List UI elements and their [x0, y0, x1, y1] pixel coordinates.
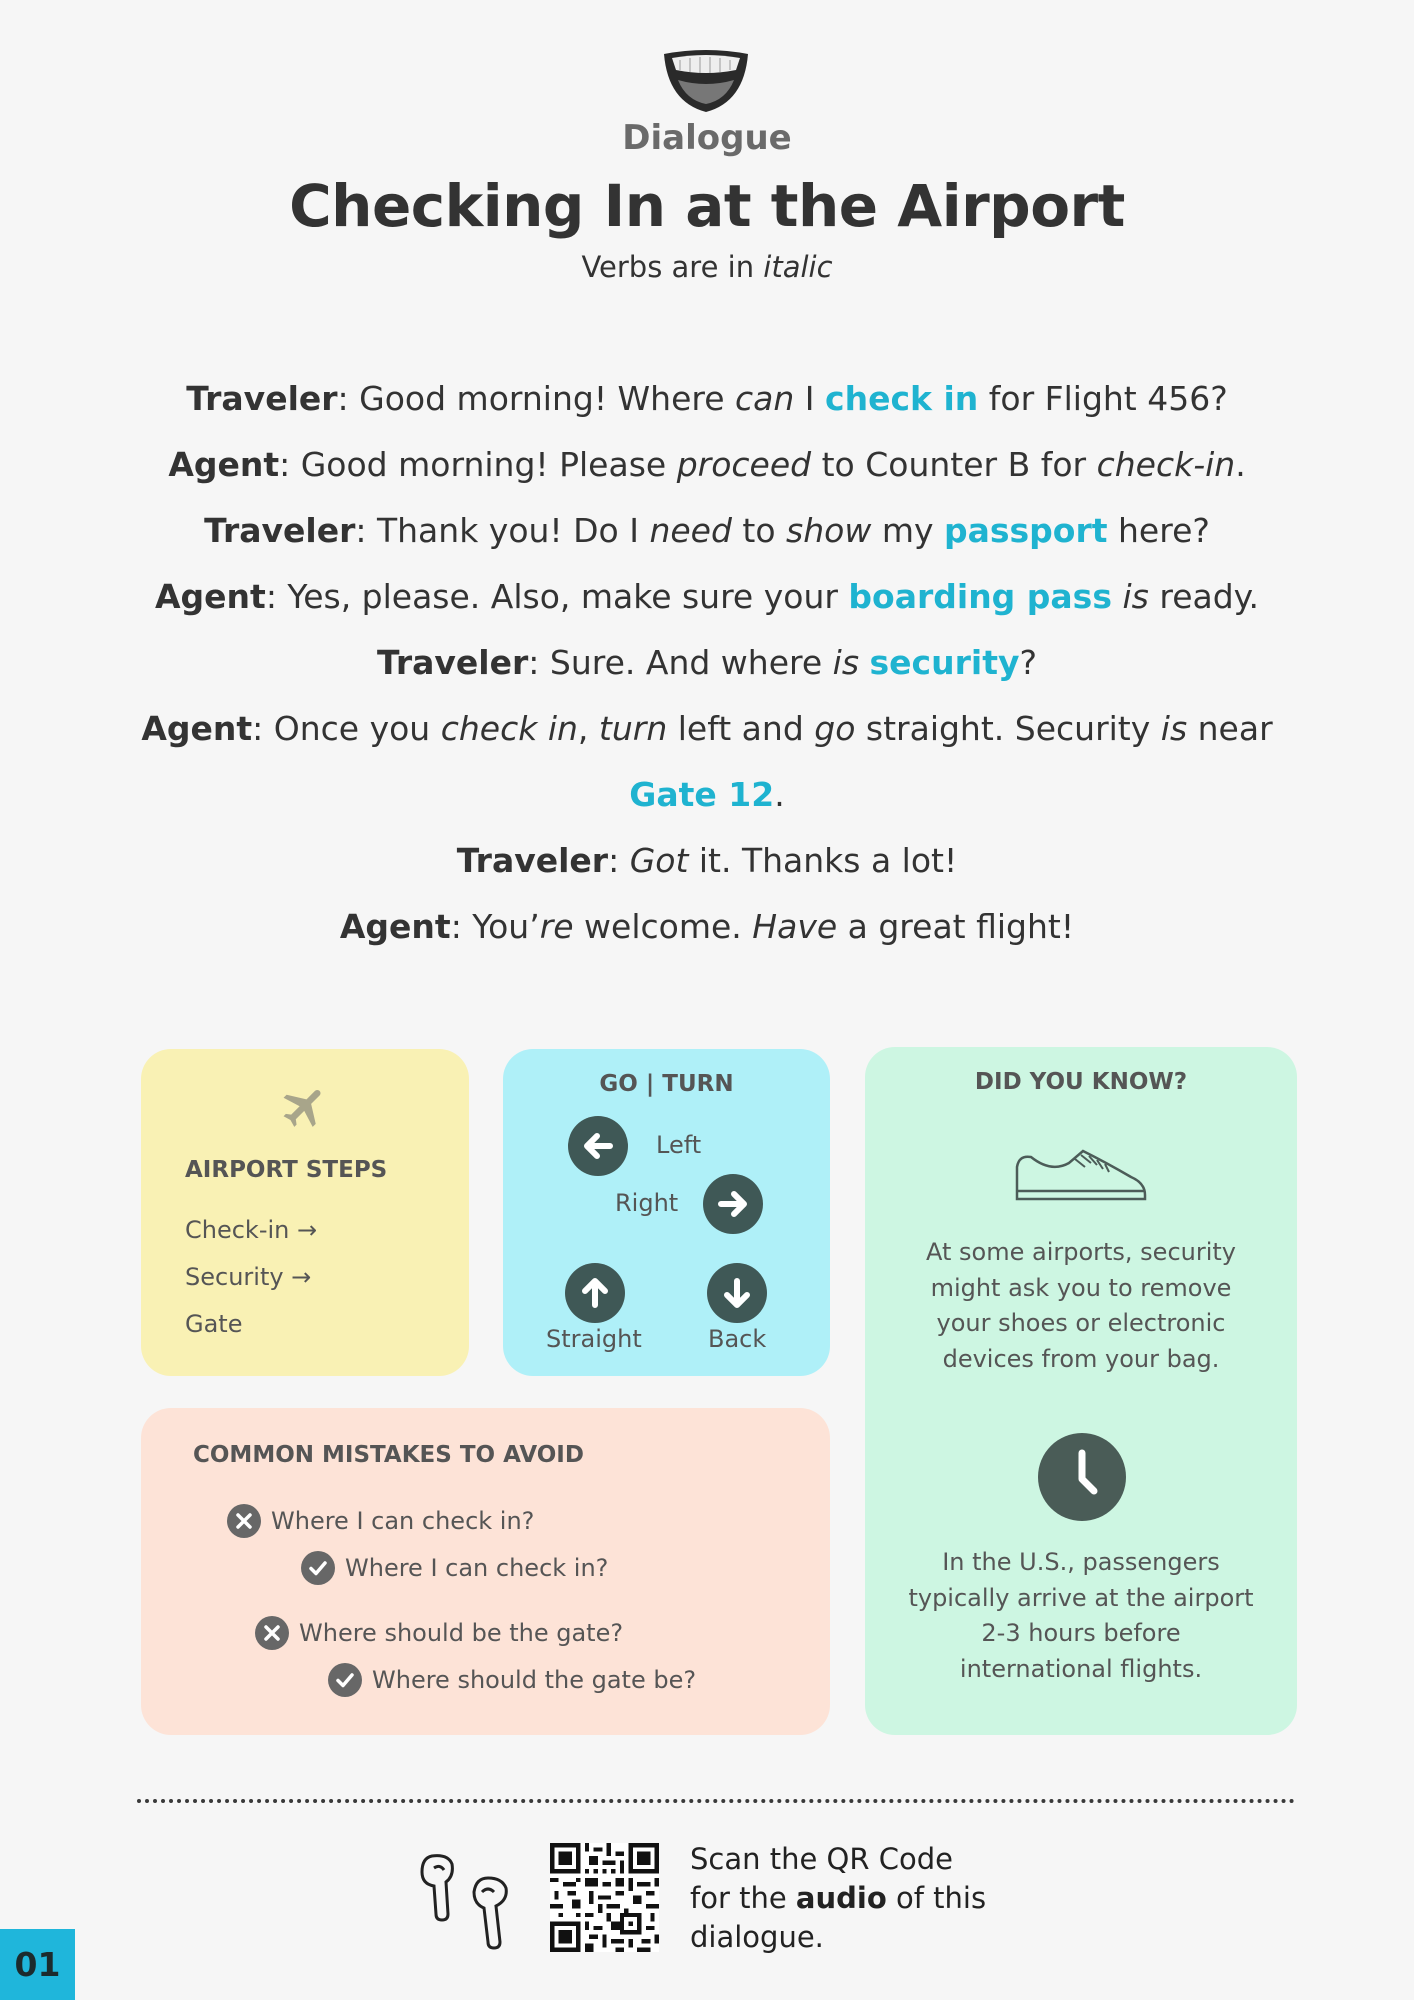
dialogue-line: Gate 12. — [629, 775, 785, 814]
check-icon — [328, 1663, 362, 1697]
dialogue-line: Agent: Yes, please. Also, make sure your boarding pass is ready. — [155, 577, 1259, 616]
did-you-know-card — [865, 1047, 1297, 1735]
step-item: Check-in → — [185, 1216, 318, 1244]
dialogue-line: Traveler: Got it. Thanks a lot! — [456, 841, 958, 880]
go-turn-card — [503, 1049, 830, 1376]
dotted-divider — [137, 1799, 1295, 1803]
arrow-down-icon — [707, 1263, 767, 1323]
step-item: Gate — [185, 1310, 243, 1338]
arrow-up-icon — [565, 1263, 625, 1323]
airport-steps-card — [141, 1049, 469, 1376]
common-mistakes-card — [141, 1408, 830, 1735]
mistake-wrong-1: Where I can check in? — [227, 1504, 534, 1538]
check-icon — [301, 1551, 335, 1585]
dialogue-line: Traveler: Good morning! Where can I check in for Flight 456? — [186, 379, 1228, 418]
dialogue — [120, 366, 1294, 960]
dialogue-line: Agent: Good morning! Please proceed to Counter B for check-in. — [168, 445, 1246, 484]
airport-steps-list — [185, 1207, 317, 1348]
mouth-icon — [660, 44, 752, 116]
section-kicker: Dialogue — [622, 118, 792, 158]
page-title: Checking In at the Airport — [289, 172, 1125, 240]
go-left-label: Left — [656, 1131, 702, 1159]
dialogue-line: Agent: Once you check in, turn left and go straight. Security is near — [141, 709, 1273, 748]
qr-instructions: Scan the QR Code for the audio of this dialogue. — [690, 1842, 987, 1954]
page-number: 01 — [0, 1929, 75, 2000]
arrow-right-icon — [703, 1174, 763, 1234]
airplane-icon — [279, 1081, 331, 1133]
go-turn-title: GO | TURN — [599, 1071, 734, 1097]
shoe-icon — [1011, 1143, 1151, 1205]
common-mistakes-title: COMMON MISTAKES TO AVOID — [193, 1442, 584, 1468]
clock-icon — [1038, 1433, 1126, 1521]
dialogue-line: Agent: You’re welcome. Have a great flight! — [339, 907, 1075, 946]
dialogue-line: Traveler: Sure. And where is security? — [376, 643, 1037, 682]
go-back-label: Back — [708, 1325, 767, 1353]
cross-icon — [255, 1616, 289, 1650]
did-you-know-title: DID YOU KNOW? — [974, 1069, 1188, 1095]
go-right-label: Right — [615, 1189, 679, 1217]
airport-steps-title: AIRPORT STEPS — [185, 1157, 388, 1183]
go-straight-label: Straight — [546, 1325, 642, 1353]
did-you-know-fact-2: In the U.S., passengers typically arrive at the airport 2-3 hours before international flights. — [908, 1548, 1254, 1683]
did-you-know-fact-1: At some airports, security might ask you to remove your shoes or electronic devices from your bag. — [925, 1238, 1237, 1373]
dialogue-line: Traveler: Thank you! Do I need to show my passport here? — [204, 511, 1210, 550]
mistake-right-1: Where I can check in? — [301, 1551, 608, 1585]
qr-code[interactable] — [550, 1843, 659, 1952]
page-subtitle: Verbs are in italic — [581, 250, 833, 284]
mistake-wrong-2: Where should be the gate? — [255, 1616, 623, 1650]
step-item: Security → — [185, 1263, 312, 1291]
cross-icon — [227, 1504, 261, 1538]
arrow-left-icon — [568, 1116, 628, 1176]
earbuds-icon — [418, 1848, 520, 1950]
mistake-right-2: Where should the gate be? — [328, 1663, 696, 1697]
